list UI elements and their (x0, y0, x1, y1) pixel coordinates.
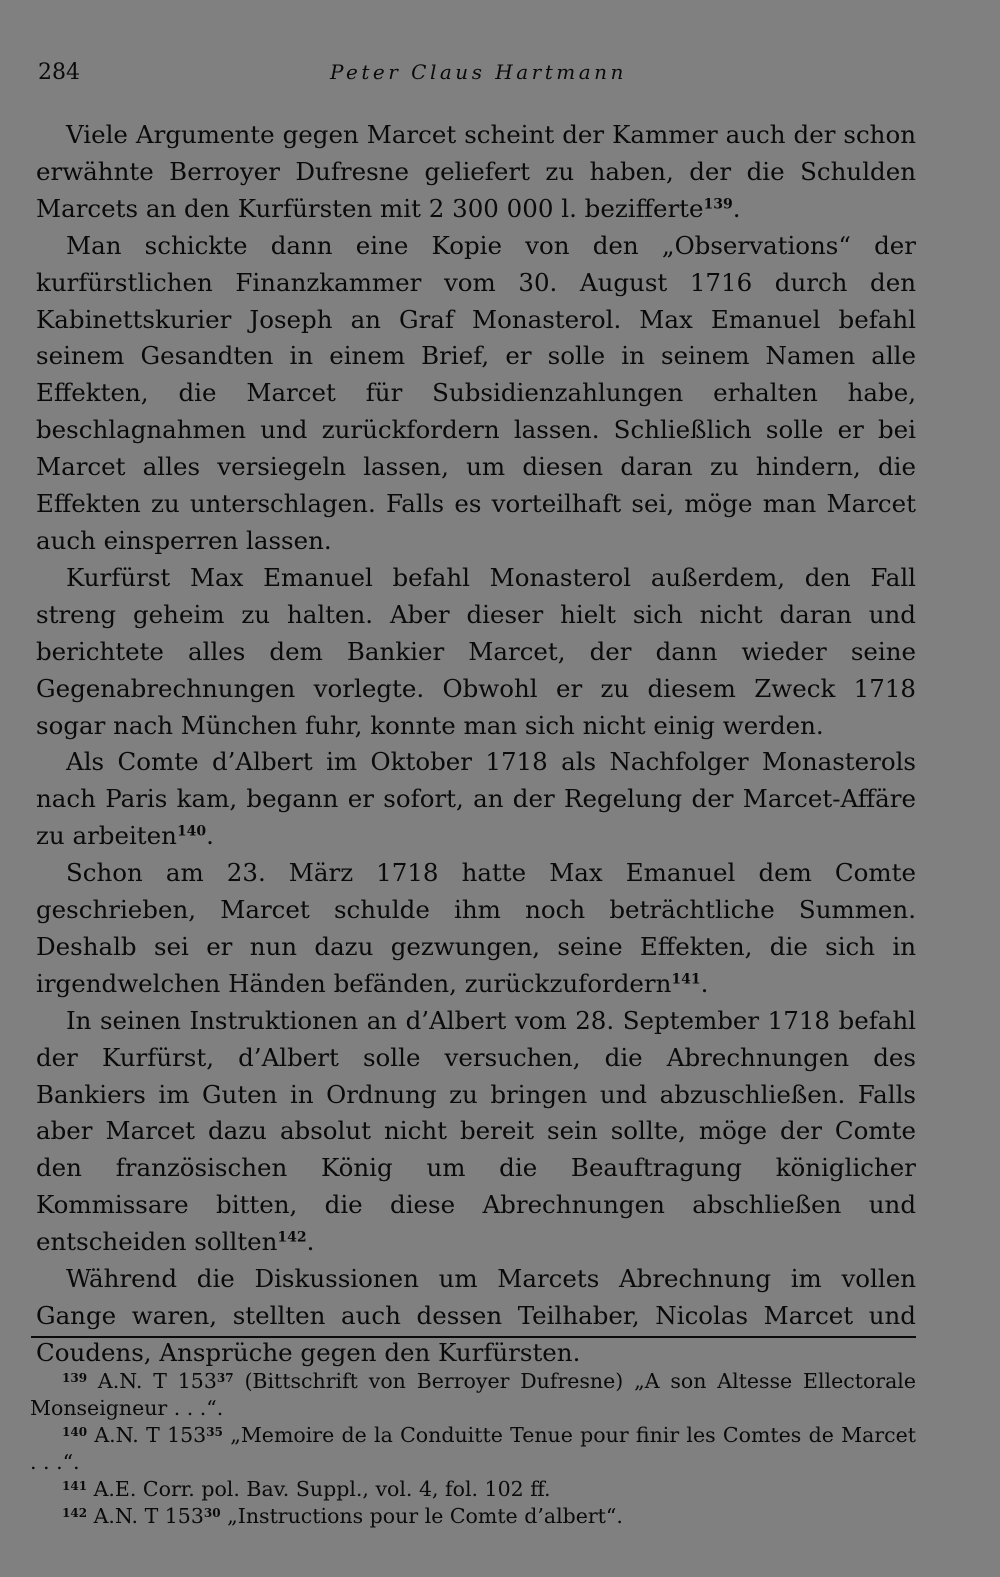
paragraph-text: Man schickte dann eine Kopie von den „Observations“ der kurfürstlichen Finanzkammer vom 30. August 1716 durch den Kabinettskurier Joseph an Graf Monasterol. Max Emanuel befahl seinem Gesandten in einem Brief, er solle in seinem Namen alle Effekten, die Marcet für Subsidienzahlungen erhalten habe, beschlagnahmen und zurückfordern lassen. Schließlich solle er bei Marcet alles versiegeln lassen, um diesen daran zu hindern, die Effekten zu unterschlagen. Falls es vorteilhaft sei, möge man Marcet auch einsperren lassen. (36, 230, 916, 555)
paragraph-text: Kurfürst Max Emanuel befahl Monasterol außerdem, den Fall streng geheim zu halten. Aber dieser hielt sich nicht daran und berichtete alles dem Bankier Marcet, der dann wieder seine Gegenabrechnungen vorlegte. Obwohl er zu diesem Zweck 1718 sogar nach München fuhr, konnte man sich nicht einig werden. (36, 562, 916, 740)
footnote (30, 1503, 916, 1530)
paragraph-text: Schon am 23. März 1718 hatte Max Emanuel dem Comte geschrieben, Marcet schulde ihm noch beträchtliche Summen. Deshalb sei er nun dazu gezwungen, seine Effekten, die sich in irgendwelchen Händen befänden, zurückzufordern (36, 858, 916, 998)
paragraph (36, 1261, 916, 1372)
footnote-number: 142 (62, 1506, 88, 1520)
footnote-ref: 140 (176, 823, 207, 840)
footnote-superscript: 30 (203, 1506, 221, 1520)
footnote-number: 139 (62, 1371, 88, 1385)
paragraph-tail: . (732, 193, 741, 223)
paragraph-text: Während die Diskussionen um Marcets Abrechnung im vollen Gange waren, stellten auch dessen Teilhaber, Nicolas Marcet und Coudens, Ansprüche gegen den Kurfürsten. (36, 1264, 916, 1367)
footnote-ref: 142 (277, 1229, 307, 1246)
paragraph-text: Als Comte d’Albert im Oktober 1718 als Nachfolger Monasterols nach Paris kam, begann er sofort, an der Regelung der Marcet-Affäre zu arbeiten (36, 747, 916, 851)
footnote-source: A.N. T 153 (94, 1423, 207, 1447)
footnote-number: 140 (62, 1425, 88, 1439)
footnote-divider (31, 1336, 916, 1338)
footnote-text: (Bittschrift von Berroyer Dufresne) „A son Altesse Ellectorale Monseigneur . . .“. (30, 1369, 916, 1420)
paragraph (36, 117, 916, 228)
footnote (30, 1476, 916, 1503)
footnote-text: „Instructions pour le Comte d’albert“. (220, 1504, 623, 1528)
running-head: Peter Claus Hartmann (330, 60, 627, 84)
footnote-source: A.N. T 153 (93, 1504, 204, 1528)
paragraph (36, 1003, 916, 1261)
paragraph (36, 855, 916, 1003)
paragraph-text: Viele Argumente gegen Marcet scheint der Kammer auch der schon erwähnte Berroyer Dufresne geliefert zu haben, der die Schulden Marcets an den Kurfürsten mit 2 300 000 l. bezifferte (36, 120, 916, 223)
footnote-ref: 139 (703, 196, 733, 213)
footnote-number: 141 (62, 1479, 88, 1493)
footnote-source: A.N. T 153 (97, 1369, 217, 1393)
footnote-superscript: 35 (206, 1425, 223, 1439)
body-text (36, 117, 916, 1372)
paragraph-tail: . (306, 1227, 315, 1257)
footnote (30, 1368, 916, 1422)
page-header (0, 60, 1000, 96)
footnote-text: „Memoire de la Conduitte Tenue pour finir les Comtes de Marcet . . .“. (30, 1423, 916, 1474)
paragraph (36, 744, 916, 855)
page-number: 284 (38, 60, 80, 85)
footnote-ref: 141 (671, 971, 701, 988)
footnote-superscript: 37 (216, 1371, 234, 1385)
paragraph-tail: . (700, 968, 709, 998)
paragraph (36, 560, 916, 745)
footnote (30, 1422, 916, 1476)
paragraph (36, 228, 916, 560)
paragraph-text: In seinen Instruktionen an d’Albert vom 28. September 1718 befahl der Kurfürst, d’Albert solle versuchen, die Abrechnungen des Bankiers im Guten in Ordnung zu bringen und abzuschließen. Falls aber Marcet dazu absolut nicht bereit sein sollte, möge der Comte den französischen König um die Beauftragung königlicher Kommissare bitten, die diese Abrechnungen abschließen und entscheiden sollten (36, 1005, 916, 1257)
paragraph-tail: . (206, 821, 214, 851)
footnote-source: A.E. Corr. pol. Bav. Suppl., vol. 4, fol. 102 ff. (93, 1477, 551, 1501)
footnotes (30, 1368, 916, 1530)
